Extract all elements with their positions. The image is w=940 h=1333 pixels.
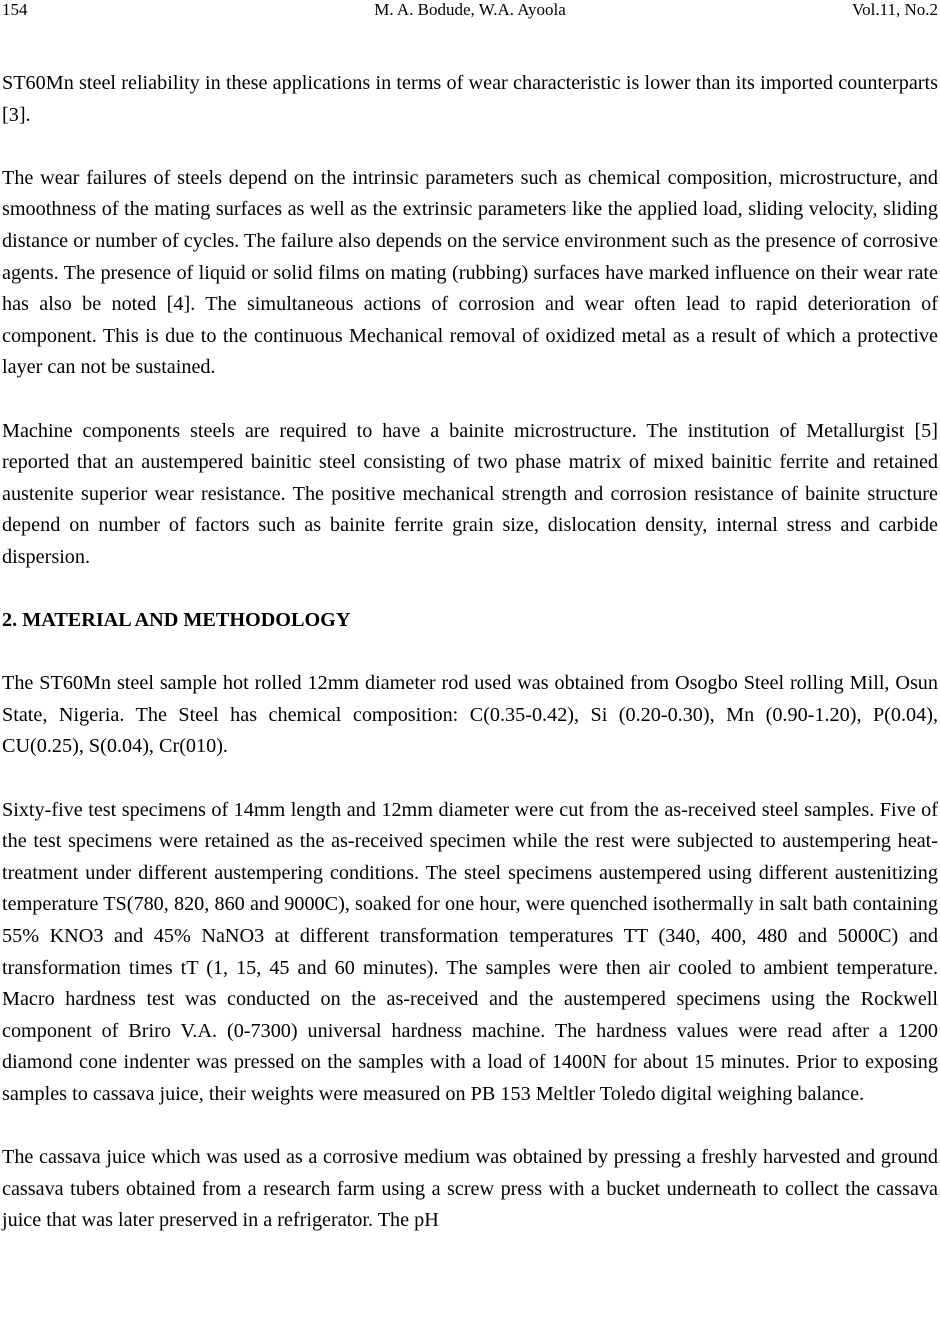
paragraph-cassava-juice: The cassava juice which was used as a corrosive medium was obtained by pressing a freshly harvested and ground cassava tubers obtained from a research farm using a screw press with a bucket underneath to collect the cassava juice that was later preserved in a refrigerator. The pH bbox=[2, 1146, 938, 1232]
running-header bbox=[2, 0, 938, 22]
page-number: 154 bbox=[2, 0, 28, 19]
paragraph-wear-failures: The wear failures of steels depend on the intrinsic parameters such as chemical composition, microstructure, and smoothness of the mating surfaces as well as the extrinsic parameters like the applied load, sliding velocity, sliding distance or number of cycles. The failure also depends on the service environment such as the presence of corrosive agents. The presence of liquid or solid films on mating (rubbing) surfaces have marked influence on their wear rate has also be noted [4]. The simultaneous actions of corrosion and wear often lead to rapid deterioration of component. This is due to the continuous Mechanical removal of oxidized metal as a result of which a protective layer can not be sustained. bbox=[2, 166, 938, 379]
paragraph-material: The ST60Mn steel sample hot rolled 12mm diameter rod used was obtained from Osogbo Steel rolling Mill, Osun State, Nigeria. The Steel has chemical composition: C(0.35-0.42), Si (0.20-0.30), Mn (0.90-1.20), P(0.04), CU(0.25), S(0.04), Cr(010). bbox=[2, 672, 938, 758]
paragraph-specimens: Sixty-five test specimens of 14mm length and 12mm diameter were cut from the as-received steel samples. Five of the test specimens were retained as the as-received specimen while the rest were subjected to austempering heat-treatment under different austempering conditions. The steel specimens austempered using different austenitizing temperature TS(780, 820, 860 and 9000C), soaked for one hour, were quenched isothermally in salt bath containing 55% KNO3 and 45% NaNO3 at different transformation temperatures TT (340, 400, 480 and 5000C) and transformation times tT (1, 15, 45 and 60 minutes). The samples were then air cooled to ambient temperature. Macro hardness test was conducted on the as-received and the austempered specimens using the Rockwell component of Briro V.A. (0-7300) universal hardness machine. The hardness values were read after a 1200 diamond cone indenter was pressed on the samples with a load of 1400N for about 15 minutes. Prior to exposing samples to cassava juice, their weights were measured on PB 153 Meltler Toledo digital weighing balance. bbox=[2, 798, 938, 1105]
header-volume: Vol.11, No.2 bbox=[852, 0, 938, 19]
paragraph-bainite: Machine components steels are required to have a bainite microstructure. The institution of Metallurgist [5] reported that an austempered bainitic steel consisting of two phase matrix of mixed bainitic ferrite and retained austenite superior wear resistance. The positive mechanical strength and corrosion resistance of bainite structure depend on number of factors such as bainite ferrite grain size, dislocation density, internal stress and carbide dispersion. bbox=[2, 419, 938, 568]
section-heading: 2. MATERIAL AND METHODOLOGY bbox=[2, 609, 351, 632]
body-text bbox=[2, 68, 938, 1269]
paragraph-reliability: ST60Mn steel reliability in these applications in terms of wear characteristic is lower than its imported counterparts [3]. bbox=[2, 72, 938, 126]
header-authors: M. A. Bodude, W.A. Ayoola bbox=[374, 0, 566, 19]
